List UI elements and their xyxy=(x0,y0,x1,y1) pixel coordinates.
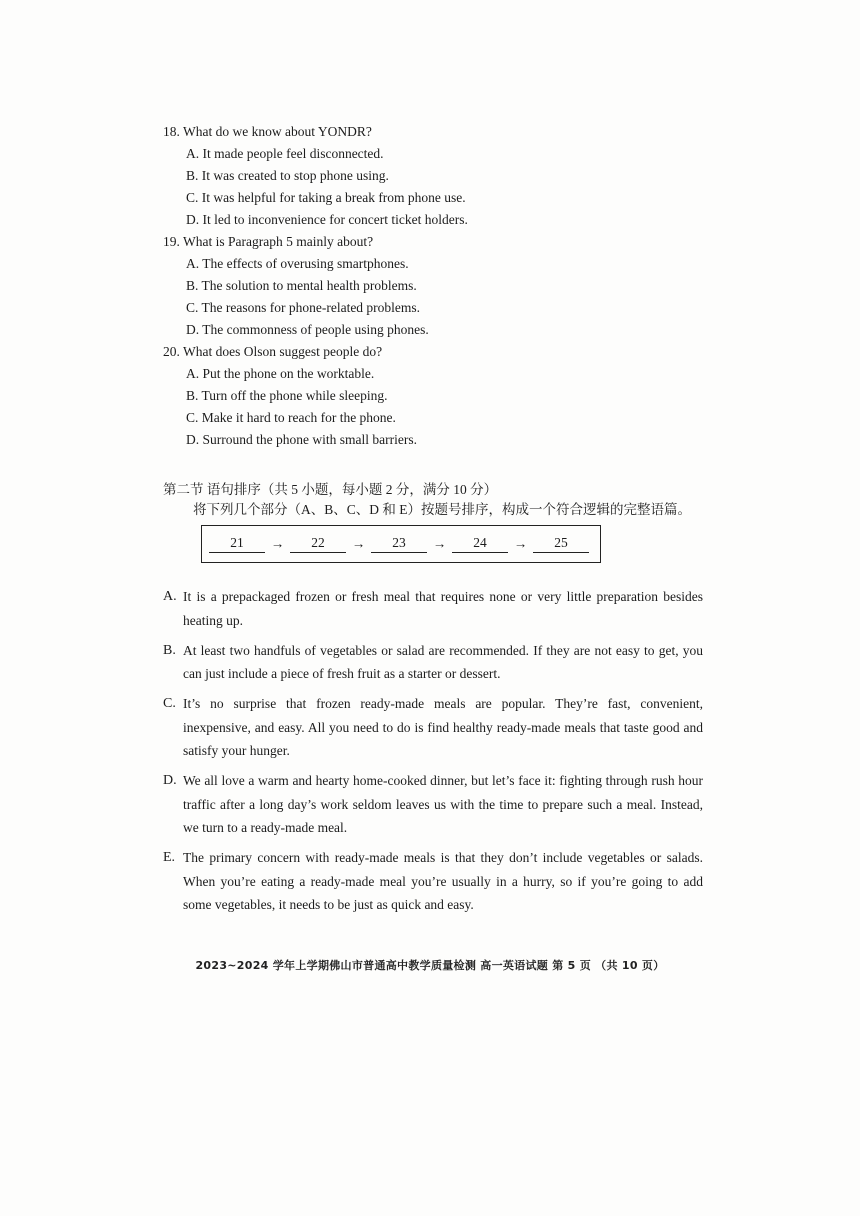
passage-letter: E. xyxy=(163,850,176,865)
answer-blank-21[interactable]: 21 xyxy=(209,535,265,553)
question-18 xyxy=(163,121,723,231)
question-stem: 19. What is Paragraph 5 mainly about? xyxy=(163,234,374,249)
passage-d xyxy=(163,769,703,840)
arrow-icon: → xyxy=(270,536,285,551)
passage-a xyxy=(163,585,703,632)
section-title: 第二节 语句排序（共 5 小题，每小题 2 分，满分 10 分） xyxy=(163,482,498,497)
passage-letter: A. xyxy=(163,589,177,604)
option-b: B. The solution to mental health problems. xyxy=(186,278,417,293)
option-d: D. Surround the phone with small barriers. xyxy=(186,432,417,447)
option-c: C. It was helpful for taking a break from phone use. xyxy=(186,190,466,205)
passage-e xyxy=(163,846,703,917)
question-stem: 20. What does Olson suggest people do? xyxy=(163,344,383,359)
passage-text: At least two handfuls of vegetables or salad are recommended. If they are not easy to get, you can just include a piece of fresh fruit as a starter or dessert. xyxy=(183,642,703,681)
section-instruction: 将下列几个部分（A、B、C、D 和 E）按题号排序，构成一个符合逻辑的完整语篇。 xyxy=(193,502,692,517)
option-d: D. It led to inconvenience for concert ticket holders. xyxy=(186,212,468,227)
passage-c xyxy=(163,692,703,763)
arrow-icon: → xyxy=(513,536,528,551)
option-a: A. The effects of overusing smartphones. xyxy=(186,256,409,271)
option-b: B. Turn off the phone while sleeping. xyxy=(186,388,388,403)
option-d: D. The commonness of people using phones. xyxy=(186,322,429,337)
ordering-passages xyxy=(163,585,703,923)
question-19 xyxy=(163,231,723,341)
option-c: C. The reasons for phone-related problems. xyxy=(186,300,421,315)
arrow-icon: → xyxy=(432,536,447,551)
passage-b xyxy=(163,639,703,686)
passage-letter: D. xyxy=(163,773,177,788)
passage-letter: B. xyxy=(163,642,176,658)
passage-text: It is a prepackaged frozen or fresh meal that requires none or very little preparation besides heating up. xyxy=(183,589,703,628)
page-footer: 2023~2024 学年上学期佛山市普通高中教学质量检测 高一英语试题 第 5 页 （共 10 页） xyxy=(195,959,665,972)
question-20 xyxy=(163,341,723,451)
passage-text: The primary concern with ready-made meals is that they don’t include vegetables or salads. When you’re eating a ready-made meal you’re usually in a hurry, so if you’re going to add some vegetables, it needs to be just as quick and easy. xyxy=(183,850,703,912)
section-2-header xyxy=(163,480,723,520)
answer-blank-23[interactable]: 23 xyxy=(371,535,427,553)
answer-blank-24[interactable]: 24 xyxy=(452,535,508,553)
option-a: A. It made people feel disconnected. xyxy=(186,146,384,161)
answer-blank-25[interactable]: 25 xyxy=(533,535,589,553)
option-c: C. Make it hard to reach for the phone. xyxy=(186,410,396,425)
reading-questions xyxy=(163,121,723,451)
question-stem: 18. What do we know about YONDR? xyxy=(163,124,372,139)
option-a: A. Put the phone on the worktable. xyxy=(186,366,375,381)
passage-text: It’s no surprise that frozen ready-made meals are popular. They’re fast, convenient, inexpensive, and easy. All you need to do is find healthy ready-made meals that taste good and satisfy your hunger. xyxy=(183,696,703,758)
arrow-icon: → xyxy=(351,536,366,551)
answer-blank-22[interactable]: 22 xyxy=(290,535,346,553)
option-b: B. It was created to stop phone using. xyxy=(186,168,389,183)
passage-text: We all love a warm and hearty home-cooked dinner, but let’s face it: fighting through rush hour traffic after a long day’s work seldom leaves us with the time to prepare such a meal. Instead, we turn to a ready-made meal. xyxy=(183,773,703,835)
answer-order-box xyxy=(201,525,601,563)
passage-letter: C. xyxy=(163,696,176,711)
